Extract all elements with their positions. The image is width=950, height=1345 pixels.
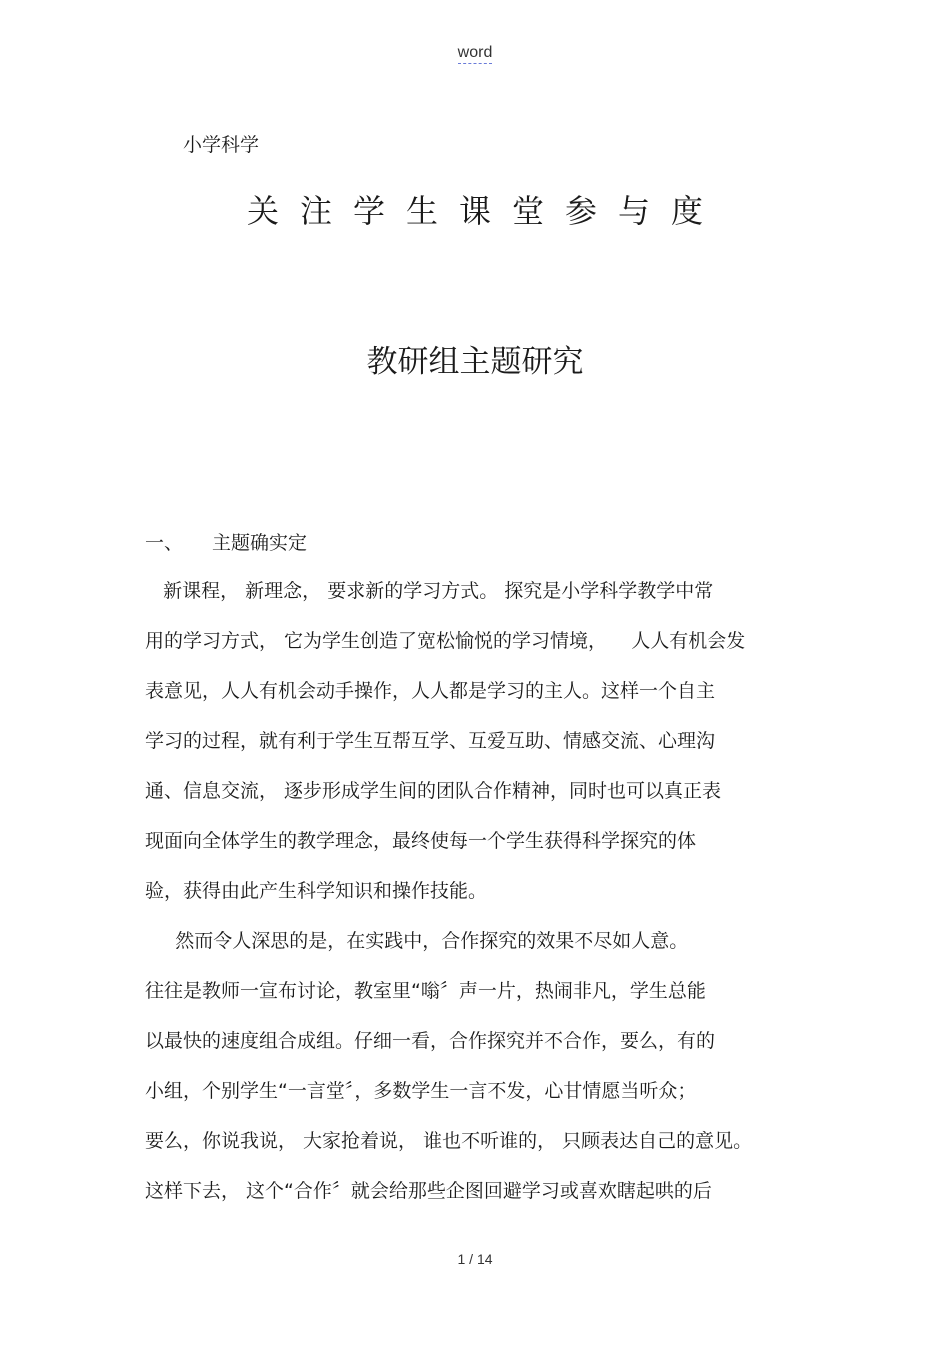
section-number: 一、 [145,532,184,554]
subject-label: 小学科学 [183,134,260,156]
body-line: 表意见，人人有机会动手操作，人人都是学习的主人。这样一个自主 [145,680,716,702]
body-line: 这样下去， 这个“合作〞就会给那些企图回避学习或喜欢瞎起哄的后 [145,1180,712,1202]
body-line: 学习的过程，就有利于学生互帮互学、互爱互助、情感交流、心理沟 [145,730,716,752]
document-subtitle: 教研组主题研究 [366,344,584,380]
header-word-label: word [458,44,493,64]
body-line: 现面向全体学生的教学理念，最终使每一个学生获得科学探究的体 [145,830,697,852]
body-line: 验，获得由此产生科学知识和操作技能。 [145,880,488,902]
body-line: 往往是教师一宣布讨论，教室里“嗡〞声一片，热闹非凡，学生总能 [145,980,706,1002]
body-line: 小组，个别学生“一言堂〞，多数学生一言不发，心甘情愿当听众； [145,1080,697,1102]
page-number: 1 / 14 [457,1251,493,1267]
body-line: 新课程， 新理念， 要求新的学习方式。 探究是小学科学教学中常 [145,580,714,602]
body-line: 通、信息交流， 逐步形成学生间的团队合作精神，同时也可以真正表 [145,780,722,802]
section-heading [145,528,307,555]
page-header [0,44,950,62]
document-title: 关注学生课堂参与度 [246,192,724,230]
body-line: 然而令人深思的是，在实践中，合作探究的效果不尽如人意。 [145,930,689,952]
section-title: 主题确实定 [212,532,308,554]
body-line: 要么，你说我说， 大家抢着说， 谁也不听谁的， 只顾表达自己的意见。 [145,1130,753,1152]
body-line: 用的学习方式， 它为学生创造了宽松愉悦的学习情境， 人人有机会发 [145,630,746,652]
body-line: 以最快的速度组合成组。仔细一看，合作探究并不合作，要么，有的 [145,1030,716,1052]
